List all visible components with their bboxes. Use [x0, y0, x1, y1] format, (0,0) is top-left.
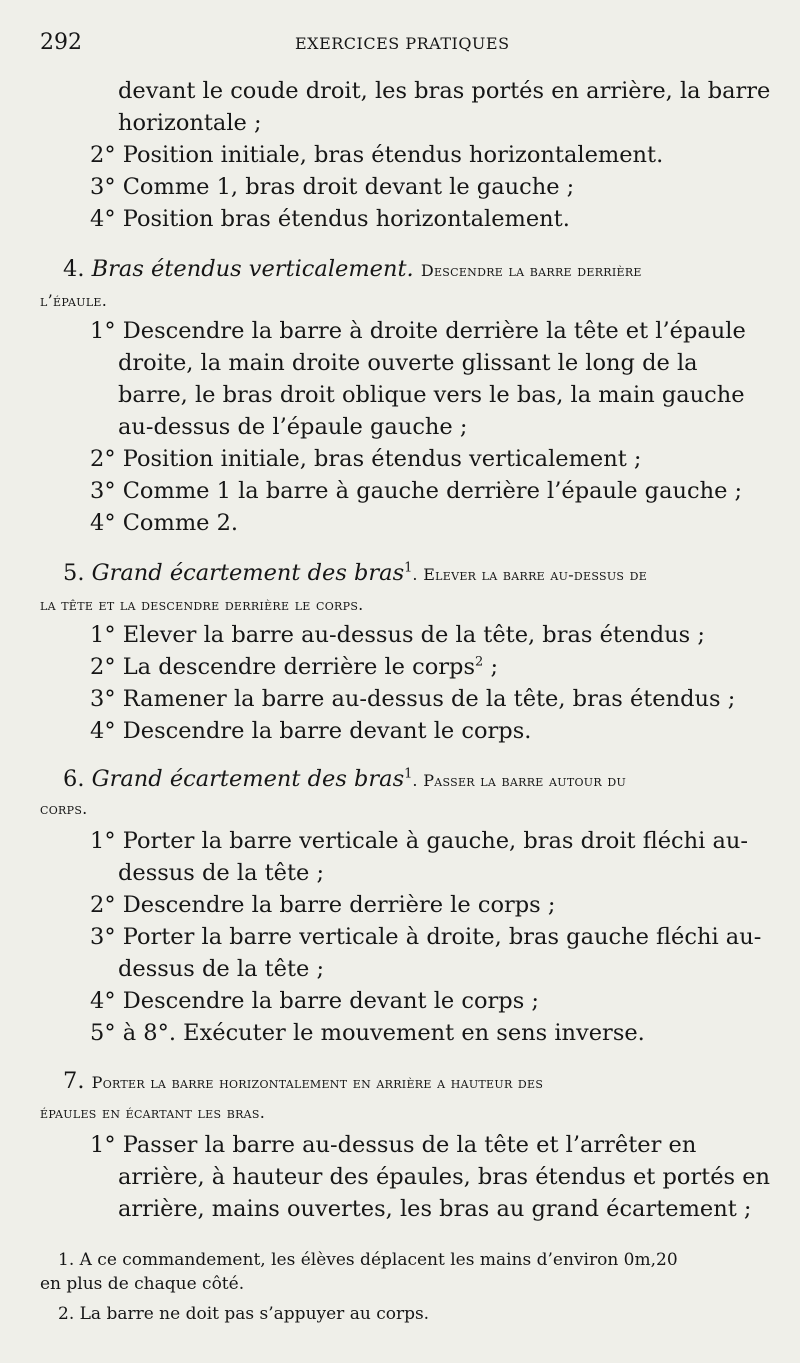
- footnote: 2. La barre ne doit pas s’appuyer au corps.: [58, 1304, 430, 1324]
- list-item: 3° Comme 1, bras droit devant le gauche ;: [90, 174, 575, 200]
- section-heading: [63, 764, 626, 796]
- list-item: 4° Comme 2.: [90, 510, 239, 536]
- footnote-ref: 1: [404, 560, 413, 576]
- section-command: la tête et la descendre derrière le corps.: [40, 595, 364, 614]
- text-line: horizontale ;: [118, 110, 262, 136]
- list-item: 2° Descendre la barre derrière le corps ;: [90, 892, 556, 918]
- section-command: l’épaule.: [40, 291, 108, 310]
- list-item: 1° Descendre la barre à droite derrière la tête et l’épaule: [90, 318, 746, 344]
- text-line: barre, le bras droit oblique vers le bas, la main gauche: [118, 382, 745, 408]
- text-line: arrière, mains ouvertes, les bras au grand écartement ;: [118, 1196, 752, 1222]
- list-item: 4° Descendre la barre devant le corps ;: [90, 988, 539, 1014]
- footnote: en plus de chaque côté.: [40, 1274, 245, 1294]
- list-item: [90, 652, 498, 682]
- text-line: au-dessus de l’épaule gauche ;: [118, 414, 468, 440]
- section-command: Porter la barre horizontalement en arrière a hauteur des: [91, 1073, 544, 1092]
- text-line: arrière, à hauteur des épaules, bras étendus et portés en: [118, 1164, 771, 1190]
- section-command: . Passer la barre autour du: [412, 771, 627, 790]
- list-item: 3° Porter la barre verticale à droite, bras gauche fléchi au-: [90, 924, 762, 950]
- section-number: 7.: [63, 1068, 85, 1094]
- text-line: dessus de la tête ;: [118, 956, 325, 982]
- list-item: 3° Ramener la barre au-dessus de la tête, bras étendus ;: [90, 686, 736, 712]
- list-item: 2° Position initiale, bras étendus horizontalement.: [90, 142, 664, 168]
- section-command: Descendre la barre derrière: [420, 261, 642, 280]
- section-title: Grand écartement des bras: [91, 560, 405, 586]
- footnote-ref: 2: [475, 654, 484, 670]
- list-item: 1° Passer la barre au-dessus de la tête et l’arrêter en: [90, 1132, 697, 1158]
- list-item: 4° Position bras étendus horizontalement.: [90, 206, 570, 232]
- section-heading: [63, 254, 642, 286]
- section-command: . Elever la barre au-dessus de: [412, 565, 648, 584]
- text-line: dessus de la tête ;: [118, 860, 325, 886]
- list-item: 1° Elever la barre au-dessus de la tête, bras étendus ;: [90, 622, 705, 648]
- page-number: 292: [40, 30, 82, 55]
- section-heading: [63, 1066, 543, 1098]
- text-line: devant le coude droit, les bras portés en arrière, la barre: [118, 78, 771, 104]
- list-item: 2° Position initiale, bras étendus verticalement ;: [90, 446, 642, 472]
- list-item-text: ;: [483, 654, 499, 680]
- section-number: 6.: [63, 766, 85, 792]
- section-number: 5.: [63, 560, 85, 586]
- list-item-text: 2° La descendre derrière le corps: [90, 654, 476, 680]
- section-command: corps.: [40, 799, 88, 818]
- section-heading: [63, 558, 647, 590]
- list-item: 3° Comme 1 la barre à gauche derrière l’épaule gauche ;: [90, 478, 743, 504]
- page-header: [40, 30, 760, 60]
- section-title: Bras étendus verticalement.: [91, 256, 414, 282]
- list-item: 5° à 8°. Exécuter le mouvement en sens inverse.: [90, 1020, 645, 1046]
- section-command: épaules en écartant les bras.: [40, 1103, 266, 1122]
- footnote: 1. A ce commandement, les élèves déplacent les mains d’environ 0m,20: [58, 1250, 678, 1270]
- section-number: 4.: [63, 256, 85, 282]
- list-item: 1° Porter la barre verticale à gauche, bras droit fléchi au-: [90, 828, 748, 854]
- section-title: Grand écartement des bras: [91, 766, 405, 792]
- text-line: droite, la main droite ouverte glissant le long de la: [118, 350, 698, 376]
- footnote-ref: 1: [404, 766, 413, 782]
- running-head: EXERCICES PRATIQUES: [295, 34, 510, 53]
- list-item: 4° Descendre la barre devant le corps.: [90, 718, 532, 744]
